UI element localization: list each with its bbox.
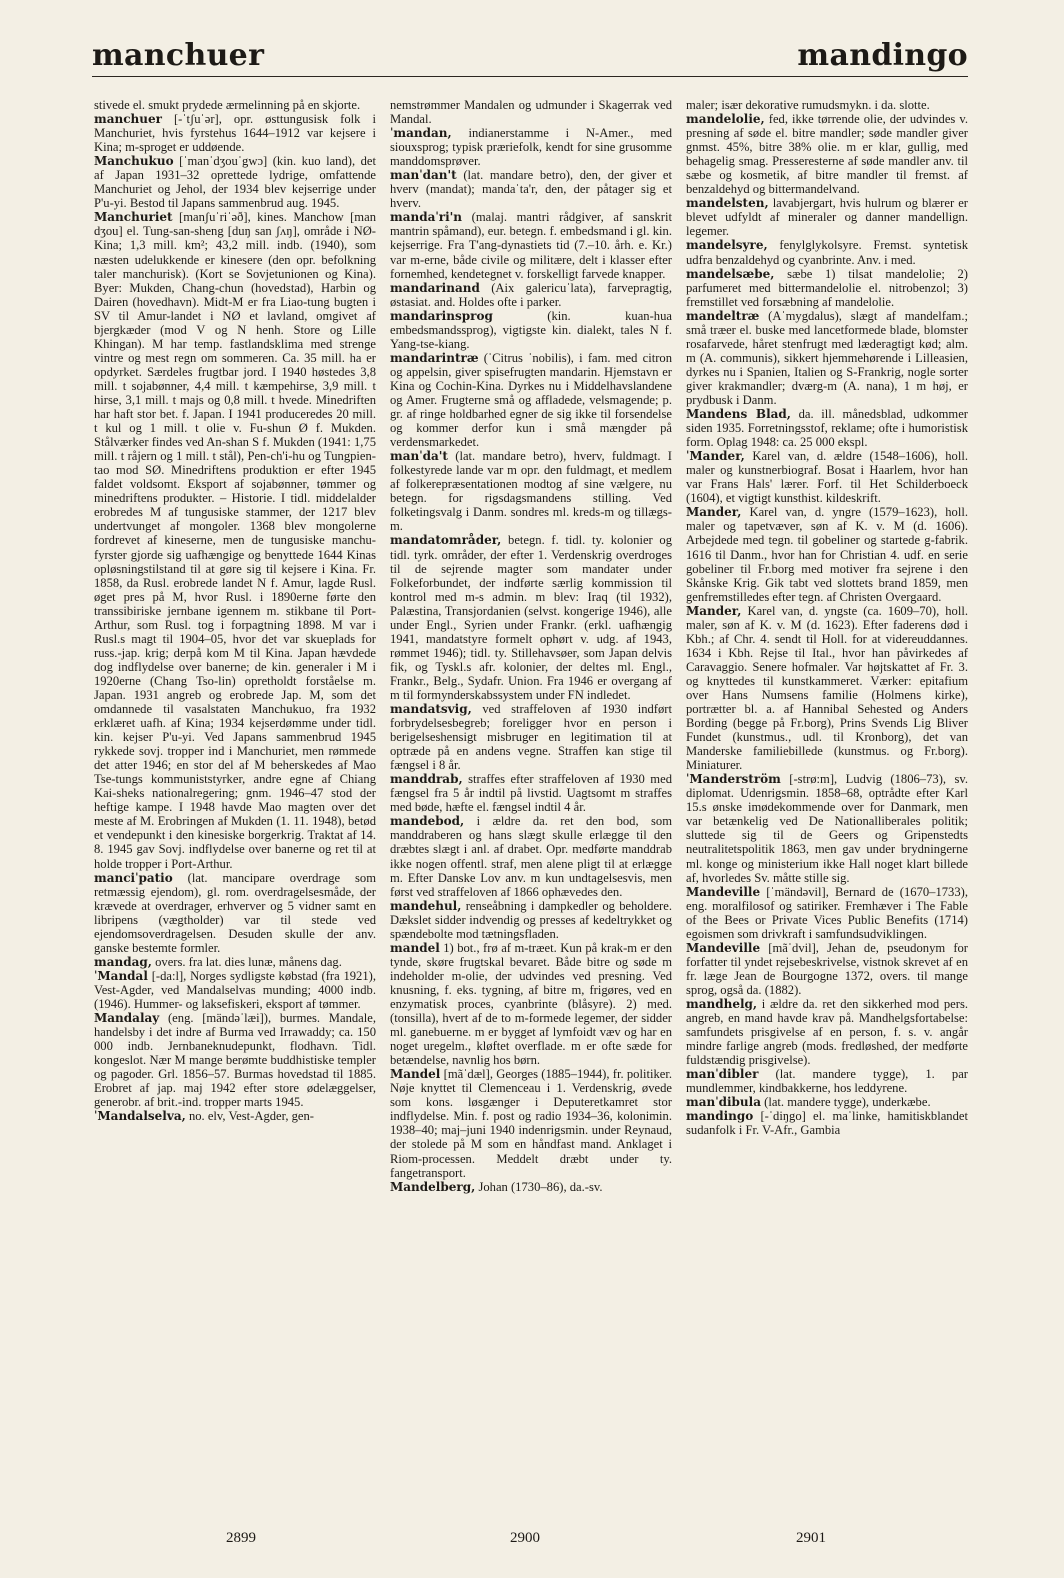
dictionary-entry [686,604,968,773]
entry-text: (Aˈmygdalus), slægt af mandelfam.; små træer el. buske med lancetformede blade, blomster rosafarvede, håret stenfrugt med læderagtigt kød; alm. m (A. communis), sikkert hjemmehørende i Lilleasien, dyrkes nu i Spanien, Italien og S-Frankrig, nogle sorter giver krakmandler; dværg-m (A. nana), 1 m høj, er prydbusk i Danm. [686,308,968,407]
entry-text: i ældre da. ret den sikkerhed mod pers. angreb, en mand havde krav på. Mandhelgsfortabelse: samfundets prisgivelse af en person, f. s. v. angår mindre farlige angreb (mods. fredløshed, der medførte fuldstændig prisgivelse). [686,997,968,1068]
dictionary-entry [686,505,968,603]
entry-text: betegn. f. tidl. ty. kolonier og tidl. tyrk. områder, der efter 1. Verdenskrig overdroges til de sejrende magter som mandater under Folkeforbundet, der indførte særlig kommission til kontrol med m-s admin. m blev: Iraq (til 1932), Palæstina, Transjordanien (selvst. kongerige 1946), alle under Engl., Syrien under Frankr. (erkl. uafhængig 1941, mandatstyre formelt ophørt v. udg. af 1943, rømmet 1946); tidl. ty. Stillehavsøer, som Japan delvis fik, og Tyskl.s afr. kolonier, der deltes ml. Engl., Frankr., Belg., Sydafr. Union. Fra 1946 er overgang af m til formynderskabssystem under FN indledet. [390,533,672,702]
entry-headword: mandatområder, [390,533,502,548]
running-head-left: manchuer [92,38,265,73]
entry-text: Karel van, d. ældre (1548–1606), holl. maler og kunstnerbiograf. Bosat i Haarlem, hvor han var Frans Hals' lærer. Forf. til Het Schilderboeck (1604), et vigtigt kunsthist. kildeskrift. [686,449,968,506]
dictionary-entry [94,871,376,955]
entry-headword: Mandens Blad, [686,407,791,422]
entry-text: i ældre da. ret den bod, som manddraberen og hans slægt skulle erlægge til den dræbtes slægt i anl. af drabet. Opr. medførte manddrab ikke nogen offentl. straf, men alene pligt til at erlægge m. Efter Danske Lov anv. m kun undtagelsesvis, men først ved straffeloven af 1866 ophævedes den. [390,814,672,899]
entry-headword: mandag, [94,954,152,969]
entry-text: (Aix galericuˈlata), farvepragtig, østasiat. and. Holdes ofte i parker. [390,280,672,309]
dictionary-entry [686,196,968,238]
dictionary-entry [94,1109,376,1123]
dictionary-entry [94,98,376,112]
entry-text: fenylglykolsyre. Fremst. syntetisk udfra benzaldehyd og cyanbrinte. Anv. i med. [686,238,968,267]
entry-text: (lat. mandere tygge), 1. par mundlemmer, kindbakkerne, hos leddyrene. [686,1067,968,1096]
dictionary-entry [686,885,968,941]
dictionary-entry [94,969,376,1011]
entry-headword: Mandel [390,1067,441,1082]
entry-text: indianerstamme i N-Amer., med siouxsprog; typisk præriefolk, kendt for sine grusomme manddomsprøver. [390,126,672,169]
entry-headword: Mandelberg, [390,1179,476,1194]
dictionary-entry [390,1180,672,1194]
entry-headword: Mandeville [686,884,761,899]
dictionary-entry [390,1067,672,1179]
entry-headword: mandhelg, [686,997,758,1011]
dictionary-entry [390,168,672,210]
entry-text: [mãˈdæl], Georges (1885–1944), fr. politiker. Nøje knyttet til Clemenceau i 1. Verdenskrig, øvede som kons. løsgænger i Deputeretkamret stor indflydelse. Min. f. post og radio 1934–36, kolonimin. 1938–40; maj–juni 1940 indenrigsmin. under Reynaud, der stolede på M som en håndfast mand. Anklaget i Riom-processen. Meddelt dræbt under ty. fangetransport. [390,1067,672,1180]
entry-headword: ˈManderström [686,772,781,787]
dictionary-entry [686,997,968,1067]
dictionary-entry [686,1109,968,1137]
entry-text: (kin. kuan-hua embedsmandssprog), vigtigste kin. dialekt, tales N f. Yang-tse-kiang. [390,308,672,351]
entry-text: (lat. mandare betro), hverv, fuldmagt. I folkestyrede lande var m opr. den fuldmagt, et medlem af folkerepræsentationen modtog af sine vælgere, nu betegn. for rigsdagsmandens stilling. Ved folketingsvalg i Danm. sondres ml. kreds-m og tillægs-m. [390,449,672,534]
entry-headword: mandelolie, [686,112,765,127]
entry-text: Karel van, d. yngre (1579–1623), holl. maler og tapetvæver, søn af K. v. M (d. 1606). Arbejdede med tegn. til gobeliner og startede g-fabrik. 1616 til Danm., hvor han for Christian 4. udf. en serie gobeliner til Fr.borg med motiver fra sejrene i den Skånske Krig. Gik tabt ved slottets brand 1859, men genfremstilledes efter tegn. af Christen Overgaard. [686,505,968,604]
entry-headword: ˈMander, [686,449,745,464]
dictionary-entry [390,309,672,351]
dictionary-entry [94,154,376,210]
dictionary-entry [390,351,672,449]
column-2 [390,98,672,1496]
entry-headword: mandeltræ [686,308,760,323]
entry-headword: mandehul, [390,898,462,913]
dictionary-entry [686,407,968,449]
columns [94,98,968,1496]
entry-text: ved straffeloven af 1930 indført forbrydelsesbegreb; foreligger hvor en person i berigelseshensigt misbruger en legitimation til at optræde på en andens vegne. Straffen kan stige til fængsel i 8 år. [390,702,672,773]
entry-headword: ˈmandan, [390,126,452,141]
dictionary-entry [686,1095,968,1109]
entry-headword: mandarintræ [390,350,479,365]
entry-text: (malaj. mantri rådgiver, af sanskrit mantrin spåmand), eur. betegn. f. embedsmand i gl. kin. kejserrige. Fra T'ang-dynastiets tid (7.–10. årh. e. Kr.) var m-erne, både civile og militære, delt i klasser efter fornemhed, kendetegnet v. forskelligt farvede knapper. [390,210,672,281]
page-number-2: 2900 [510,1530,540,1546]
dictionary-entry [390,941,672,1067]
dictionary-entry [390,126,672,168]
dictionary-entry [686,238,968,266]
dictionary-entry [390,814,672,898]
page-number-1: 2899 [226,1530,256,1546]
dictionary-entry [390,281,672,309]
entry-text: straffes efter straffeloven af 1930 med fængsel fra 5 år indtil på livstid. Uagtsomt m straffes med bøde, hæfte el. fængsel indtil 4 år. [390,772,672,815]
entry-text: (eng. [mändəˈlæi]), burmes. Mandale, handelsby i det indre af Burma ved Irrawaddy; ca. 150 000 indb. Jernbaneknudepunkt, flodhavn. Tidl. kongeslot. Nær M mange berømte buddhistiske templer og pagoder. Grl. 1856–57. Burmas hovedstad til 1885. Erobret af jap. maj 1942 efter store ødelæggelser, generobr. af brit.-ind. tropper marts 1945. [94,1011,376,1110]
entry-text: da. ill. månedsblad, udkommer siden 1935. Forretningsstof, reklame; ofte i humoristisk form. Oplag 1948: ca. 25 000 ekspl. [686,407,968,450]
dictionary-entry [686,449,968,505]
dictionary-entry [390,533,672,702]
entry-headword: manciˈpatio [94,870,173,885]
entry-text: overs. fra lat. dies lunæ, månens dag. [155,954,342,969]
dictionary-entry [94,1011,376,1109]
entry-headword: mandelsten, [686,196,769,211]
entry-headword: manˈdibler [686,1067,759,1082]
entry-headword: ˈMandal [94,968,148,983]
entry-text: nemstrømmer Mandalen og udmunder i Skagerrak ved Mandal. [390,98,672,127]
entry-text: fed, ikke tørrende olie, der udvindes v. presning af søde el. bitre mandler; søde mandler giver gnmst. 45%, bitre 38% olie. m er klar, gullig, med behagelig smag. Presseresterne af søde mandler anv. til sæbe og kosmetik, af bitre mandler til fremst. af benzaldehyd og bittermandelvand. [686,112,968,197]
entry-headword: mandingo [686,1109,754,1124]
entry-text: (lat. mandere tygge), underkæbe. [764,1095,931,1110]
entry-text: [-da:l], Norges sydligste købstad (fra 1921), Vest-Agder, ved Mandalselvas munding; 4000 indb. (1946). Hummer- og laksefiskeri, eksport af tømmer. [94,968,376,1011]
header-rule [92,76,968,77]
entry-headword: mandarinsprog [390,308,493,323]
entry-text: [manʃuˈriˈəð], kines. Manchow [man dʒou] el. Tung-san-sheng [duŋ san ʃʌŋ], område i NØ-Kina; 1,3 mill. km²; 43,2 mill. indb. (1940), som næsten udelukkende er kinesere (den opr. befolkning taler manchurisk). (Kort se Sovjetunionen og Kina). Byer: Mukden, Chang-chun (hovedstad), Harbin og Dairen (hovedhavn). Midt-M er fra Liao-tung bugten i SV til Amur-landet i NØ et lavland, omgivet af bjergkæder (mod V og N henh. Store og Lille Khingan). M har temp. fastlandsklima med strenge vintre og mest regn om sommeren. Ca. 35 mill. ha er opdyrket. Særdeles frugtbar jord. I 1940 høstedes 3,8 mill. t sojabønner, 4,4 mill. t kæmpehirse, 3,9 mill. t hirse, 3,1 mill. t majs og 0,8 mill. t hvede. Minedriften har haft stor bet. f. Japan. I 1941 produceredes 20 mill. t kul og 1 mill. t olie v. Fu-shun Ø f. Mukden. Stålværker findes ved An-shan S f. Mukden (1941: 1,75 mill. t råjern og 1 mill. t stål), Pen-ch'i-hu og Tungpien-tao mod SØ. Minedriftens produktion er efter 1945 faldet voldsomt. Eksport af sojabønner, tømmer og minedriftens produkter. – Historie. I tidl. middelalder erobredes M af tungusiske stammer, der 1217 blev undertvunget af mongoler. 1368 blev mongolerne fordrevet af kineserne, men de tungusiske manchu-fyrster gjorde sig uafhængige og benyttede 1644 Kinas opløsningstilstand til at gøre sig til kejsere i Kina. Fr. 1858, da Rusl. erobrede landet N f. Amur, lagde Rusl. øget pres på M, hvor Rusl. i 1890erne førte den transsibiriske jernbane igennem m. stikbane til Port-Arthur, som Rusl. tog i forpagtning 1898. M var i Rusl.s magt til 1904–05, hvor det var skueplads for russ.-jap. krig; derpå kom M til Kina. Japan hævdede dog indflydelse over banerne; de kin. generaler i M i 1920erne (Chang Tso-lin) opretholdt forståelse m. Japan. 1931 angreb og erobrede Jap. M, som det omdannede til vasalstaten Manchukuo, fra 1932 erklæret uafh. af Kina; 1934 kejserdømme under tidl. kin. kejser P'u-yi. Ved Japans sammenbrud 1945 rykkede sovj. tropper ind i Manchuriet, men rømmede det atter 1946; en stor del af M beherskedes af Mao Tse-tungs kommuniststyrker, andre egne af Chiang Kai-sheks nationalregering; gnm. 1946–47 stod der heftige kampe. I 1948 havde Mao magten over det meste af M. Erobringen af Mukden (1. 11. 1948), betød et vendepunkt i den kinesiske borgerkrig. Traktat af 14. 8. 1945 gav Sovj. indflydelse over banerne og ret til at holde tropper i Port-Arthur. [94,210,376,871]
entry-headword: mandel [390,940,440,955]
dictionary-entry [94,112,376,154]
dictionary-entry [686,309,968,407]
running-head-right: mandingo [797,38,968,73]
entry-headword: Mandeville [686,940,761,955]
dictionary-entry [390,772,672,814]
dictionary-entry [390,449,672,533]
dictionary-entry [390,899,672,941]
entry-text: (lat. mandare betro), den, der giver et hverv (mandat); mandaˈta'r, den, der påtager sig et hverv. [390,168,672,211]
entry-text: [-ˈdiŋgo] el. maˈlinke, hamitiskblandet sudanfolk i Fr. V-Afr., Gambia [686,1109,968,1138]
entry-text: no. elv, Vest-Agder, gen- [188,1109,314,1124]
entry-text: [-strø:m], Ludvig (1806–73), sv. diplomat. Udenrigsmin. 1858–68, optrådte efter Karl 15.s ønske imødekommende over for Danmark, men var betænkelig ved De Nationalliberales politik; sluttede sig til de Geers og Gripenstedts neutralitetspolitik 1863, men gav under brydningerne ml. konge og ministerium ikke Hall noget klart billede af, hvorledes Sv. måtte stille sig. [686,772,968,885]
column-1 [94,98,376,1496]
entry-headword: manˈdibula [686,1095,761,1110]
entry-text: [ˈmanˈdʒouˈgwɔ] (kin. kuo land), det af Japan 1931–32 oprettede lydrige, omfattende Manchuriet og Jehol, der 1934 blev kejserrige under P'u-yi. Bestod til Japans sammenbrud aug. 1945. [94,154,376,211]
dictionary-entry [686,98,968,112]
entry-headword: manchuer [94,112,162,127]
entry-text: [-ˈtʃuˈər], opr. østtungusisk folk i Manchuriet, hvis fyrstehus 1644–1912 var kejsere i Kina; m-sproget er uddøende. [94,112,376,155]
entry-headword: mandelsæbe, [686,266,775,281]
entry-text: renseåbning i dampkedler og beholdere. Dækslet sidder indvendig og presses af kedeltrykket og spændebolte mod tætningsfladen. [390,898,672,941]
dictionary-entry [390,98,672,126]
dictionary-entry [94,955,376,969]
dictionary-entry [390,210,672,280]
entry-headword: mandelsyre, [686,238,768,253]
entry-text: [ˈmändəvil], Bernard de (1670–1733), eng. moralfilosof og satiriker. Fremhæver i The Fable of the Bees or Private Vices Public Benefits (1714) egoismen som drivkraft i samfundsudviklingen. [686,884,968,941]
entry-text: sæbe 1) tilsat mandelolie; 2) parfumeret med bittermandelolie el. nitrobenzol; 3) fremstillet ved forsæbning af mandelolie. [686,266,968,309]
entry-headword: mandarinand [390,280,480,295]
page-number-3: 2901 [796,1530,826,1546]
entry-headword: manˈda't [390,449,448,464]
dictionary-entry [390,702,672,772]
entry-headword: mandatsvig, [390,702,472,717]
entry-text: 1) bot., frø af m-træet. Kun på krak-m er den tynde, skøre frugtskal bevaret. Både bitre og søde m indeholder m-olie, der udvindes ved presning. Ved knusning, f. eks. tygning, af bitre m, frigøres, ved en enzymatisk proces, cyanbrinte (blåsyre). 2) med. (tonsilla), hvert af de to m-formede legemer, der sidder ml. ganebuerne. m er bygget af lymfoidt væv og har en noget uregelm., kløftet overflade. m er ofte sæde for betændelse, navnlig hos børn. [390,940,672,1068]
entry-headword: ˈMandalselva, [94,1109,186,1124]
entry-text: lavabjergart, hvis hulrum og blærer er blevet udfyldt af mineraler og danner mandellign. legemer. [686,196,968,239]
column-3 [686,98,968,1496]
dictionary-entry [94,210,376,870]
entry-headword: Manchukuo [94,154,174,169]
entry-headword: mandebod, [390,814,465,829]
entry-text: (ˈCitrus ˈnobilis), i fam. med citron og appelsin, giver spisefrugten mandarin. Hjemstavn er Kina og Cochin-Kina. Dyrkes nu i Middelhavslandene og Amer. Frugterne små og affladede, velsmagende; p. gr. af ringe holdbarhed egner de sig ikke til forsendelse og kommer derfor kun i små mængder på verdensmarkedet. [390,350,672,450]
entry-headword: Mander, [686,505,742,520]
entry-headword: manˈdan't [390,168,457,183]
entry-text: Johan (1730–86), da.-sv. [478,1179,603,1194]
entry-text: [mãˈdvil], Jehan de, pseudonym for forfatter til yndet rejsebeskrivelse, vistnok skrevet af en fr. læge Jean de Bourgogne 1372, overs. til mange sprog, også da. (1882). [686,940,968,997]
entry-text: stivede el. smukt prydede ærmelinning på en skjorte. [94,98,361,112]
entry-text: maler; især dekorative rumudsmykn. i da. slotte. [686,98,930,112]
entry-headword: mandaˈri'n [390,210,463,225]
entry-text: (lat. mancipare overdrage som retmæssig ejendom), gl. rom. overdragelsesmåde, der krævede at overdrager, erhverver og 5 vidner samt en libripens (vægtholder) var til stede ved ejendomsoverdragelsen. Desuden skulle der anv. ganske bestemte formler. [94,870,376,955]
dictionary-entry [686,1067,968,1095]
dictionary-entry [686,941,968,997]
entry-headword: Manchuriet [94,210,173,225]
entry-text: Karel van, d. yngste (ca. 1609–70), holl. maler, søn af K. v. M (d. 1623). Efter faderens død i Kbh.; af Chr. 4. sendt til Holl. for at videreuddannes. 1634 i Kbh. Rejse til Ital., hvor han påvirkedes af Caravaggio. Senere hofmaler. Var højtskattet af Fr. 3. og knyttedes til kunstkammeret. Værker: epitafium over Hans Numsens familie (Holmens kirke), portrætter bl. a. af Hannibal Sehested og Anders Bording (begge på Fr.borg), Prins Svends Lig Bliver Fundet (kunstmus., udl. til Kronborg), det van Manderske familiebillede (kunstmus. og Fr.borg). Miniaturer. [686,603,968,773]
dictionary-entry [686,267,968,309]
entry-headword: Mander, [686,603,742,618]
entry-headword: Mandalay [94,1011,160,1026]
entry-headword: manddrab, [390,772,463,787]
dictionary-entry [686,772,968,884]
dictionary-entry [686,112,968,196]
